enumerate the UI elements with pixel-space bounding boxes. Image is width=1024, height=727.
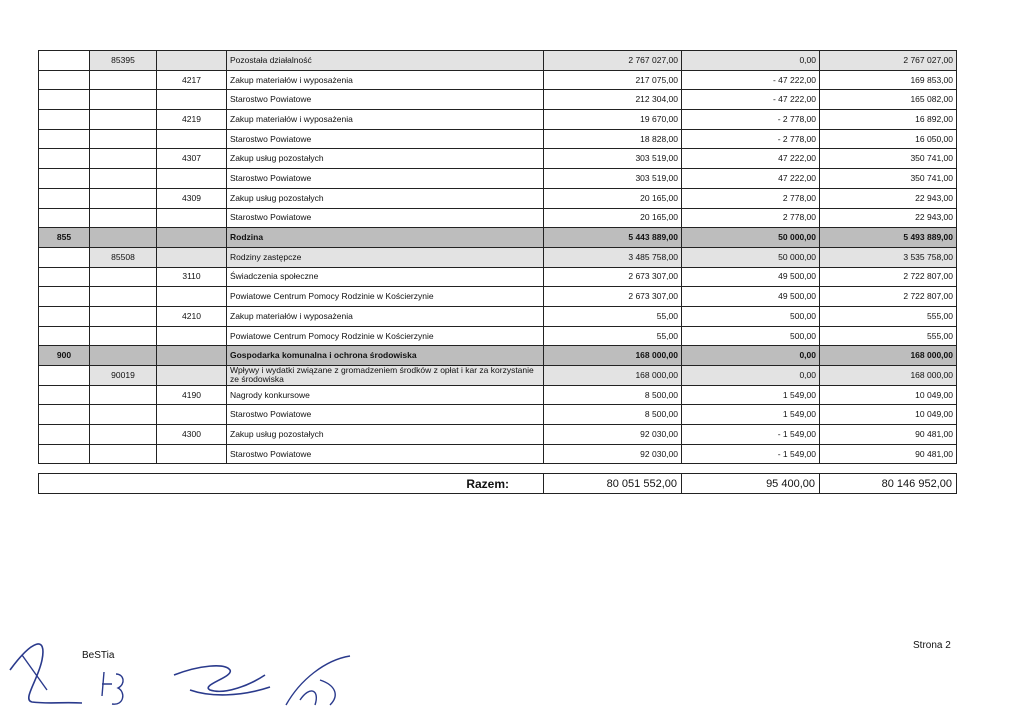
cell-paragraph: [157, 326, 227, 346]
table-row: [39, 267, 957, 287]
table-row: [39, 110, 957, 130]
cell-chapter: [90, 149, 157, 169]
cell-name: Nagrody konkursowe: [227, 385, 544, 405]
cell-name: Zakup materiałów i wyposażenia: [227, 306, 544, 326]
cell-plan: 8 500,00: [544, 405, 682, 425]
table-row: [39, 208, 957, 228]
cell-paragraph: [157, 247, 227, 267]
table-row: [39, 90, 957, 110]
budget-table-body: [39, 51, 957, 464]
cell-change: - 1 549,00: [682, 425, 820, 445]
cell-chapter: [90, 90, 157, 110]
cell-section: [39, 444, 90, 464]
cell-after-change: 90 481,00: [820, 425, 957, 445]
cell-name: Świadczenia społeczne: [227, 267, 544, 287]
cell-plan: 55,00: [544, 306, 682, 326]
cell-name: Starostwo Powiatowe: [227, 129, 544, 149]
cell-section: [39, 208, 90, 228]
cell-chapter: 90019: [90, 366, 157, 386]
cell-plan: 18 828,00: [544, 129, 682, 149]
table-row: [39, 169, 957, 189]
cell-change: - 47 222,00: [682, 90, 820, 110]
cell-plan: 3 485 758,00: [544, 247, 682, 267]
cell-chapter: [90, 129, 157, 149]
cell-after-change: 168 000,00: [820, 346, 957, 366]
cell-chapter: [90, 385, 157, 405]
cell-paragraph: 3110: [157, 267, 227, 287]
cell-name: Pozostała działalność: [227, 51, 544, 71]
cell-change: 50 000,00: [682, 247, 820, 267]
cell-name: Zakup usług pozostałych: [227, 425, 544, 445]
summary-label: Razem:: [39, 474, 544, 494]
cell-chapter: [90, 326, 157, 346]
page-number: Strona 2: [913, 640, 951, 651]
cell-chapter: [90, 110, 157, 130]
cell-name: Starostwo Powiatowe: [227, 208, 544, 228]
cell-paragraph: [157, 228, 227, 248]
table-row: [39, 228, 957, 248]
cell-paragraph: [157, 51, 227, 71]
cell-plan: 92 030,00: [544, 425, 682, 445]
cell-change: 1 549,00: [682, 385, 820, 405]
table-row: [39, 405, 957, 425]
table-row: [39, 70, 957, 90]
cell-name: Rodziny zastępcze: [227, 247, 544, 267]
cell-plan: 8 500,00: [544, 385, 682, 405]
cell-plan: 55,00: [544, 326, 682, 346]
cell-change: 47 222,00: [682, 149, 820, 169]
cell-after-change: 5 493 889,00: [820, 228, 957, 248]
cell-change: - 1 549,00: [682, 444, 820, 464]
cell-section: [39, 405, 90, 425]
table-row: [39, 188, 957, 208]
table-row: [39, 346, 957, 366]
cell-change: 50 000,00: [682, 228, 820, 248]
cell-name: Gospodarka komunalna i ochrona środowiska: [227, 346, 544, 366]
cell-change: - 2 778,00: [682, 110, 820, 130]
cell-after-change: 555,00: [820, 306, 957, 326]
table-row: [39, 149, 957, 169]
cell-chapter: [90, 346, 157, 366]
software-name: BeSTia: [82, 650, 115, 661]
cell-after-change: 165 082,00: [820, 90, 957, 110]
cell-plan: 212 304,00: [544, 90, 682, 110]
cell-chapter: [90, 444, 157, 464]
cell-name: Starostwo Powiatowe: [227, 405, 544, 425]
cell-change: 0,00: [682, 346, 820, 366]
cell-plan: 5 443 889,00: [544, 228, 682, 248]
cell-section: [39, 70, 90, 90]
cell-change: 0,00: [682, 366, 820, 386]
cell-after-change: 555,00: [820, 326, 957, 346]
cell-paragraph: [157, 366, 227, 386]
cell-paragraph: 4300: [157, 425, 227, 445]
cell-name: Rodzina: [227, 228, 544, 248]
cell-section: [39, 149, 90, 169]
cell-after-change: 3 535 758,00: [820, 247, 957, 267]
cell-paragraph: [157, 169, 227, 189]
table-row: [39, 366, 957, 386]
cell-section: [39, 366, 90, 386]
cell-chapter: [90, 425, 157, 445]
table-row: [39, 306, 957, 326]
cell-plan: 92 030,00: [544, 444, 682, 464]
cell-change: 47 222,00: [682, 169, 820, 189]
cell-after-change: 2 767 027,00: [820, 51, 957, 71]
cell-plan: 20 165,00: [544, 188, 682, 208]
cell-section: [39, 90, 90, 110]
table-row: [39, 51, 957, 71]
cell-name: Starostwo Powiatowe: [227, 444, 544, 464]
cell-after-change: 2 722 807,00: [820, 287, 957, 307]
cell-section: [39, 385, 90, 405]
cell-section: 855: [39, 228, 90, 248]
cell-plan: 2 673 307,00: [544, 267, 682, 287]
cell-after-change: 10 049,00: [820, 385, 957, 405]
cell-plan: 217 075,00: [544, 70, 682, 90]
cell-plan: 168 000,00: [544, 346, 682, 366]
cell-name: Powiatowe Centrum Pomocy Rodzinie w Kościerzynie: [227, 326, 544, 346]
cell-name: Zakup materiałów i wyposażenia: [227, 70, 544, 90]
cell-name: Zakup usług pozostałych: [227, 188, 544, 208]
cell-name: Starostwo Powiatowe: [227, 169, 544, 189]
cell-after-change: 169 853,00: [820, 70, 957, 90]
cell-name: Powiatowe Centrum Pomocy Rodzinie w Kościerzynie: [227, 287, 544, 307]
cell-section: [39, 267, 90, 287]
cell-after-change: 168 000,00: [820, 366, 957, 386]
cell-plan: 2 673 307,00: [544, 287, 682, 307]
cell-paragraph: [157, 129, 227, 149]
budget-table: [38, 50, 957, 464]
cell-chapter: 85508: [90, 247, 157, 267]
table-row: [39, 129, 957, 149]
cell-paragraph: [157, 90, 227, 110]
summary-after-change: 80 146 952,00: [820, 474, 957, 494]
cell-chapter: [90, 208, 157, 228]
cell-plan: 303 519,00: [544, 149, 682, 169]
cell-paragraph: 4219: [157, 110, 227, 130]
cell-chapter: [90, 287, 157, 307]
cell-change: 0,00: [682, 51, 820, 71]
cell-change: 2 778,00: [682, 208, 820, 228]
cell-chapter: [90, 306, 157, 326]
summary-change: 95 400,00: [682, 474, 820, 494]
cell-section: [39, 169, 90, 189]
cell-change: 49 500,00: [682, 287, 820, 307]
cell-section: [39, 110, 90, 130]
initials-mark: [96, 666, 136, 716]
summary-table: [38, 473, 957, 494]
cell-paragraph: [157, 405, 227, 425]
cell-plan: 19 670,00: [544, 110, 682, 130]
cell-name: Wpływy i wydatki związane z gromadzeniem środków z opłat i kar za korzystanie ze środowiska: [227, 366, 544, 386]
signature-3: [280, 650, 360, 715]
cell-change: 500,00: [682, 306, 820, 326]
cell-chapter: [90, 267, 157, 287]
cell-after-change: 22 943,00: [820, 188, 957, 208]
cell-change: 49 500,00: [682, 267, 820, 287]
cell-change: 1 549,00: [682, 405, 820, 425]
cell-change: - 47 222,00: [682, 70, 820, 90]
cell-section: [39, 287, 90, 307]
cell-plan: 303 519,00: [544, 169, 682, 189]
table-row: [39, 287, 957, 307]
cell-name: Zakup materiałów i wyposażenia: [227, 110, 544, 130]
cell-section: [39, 51, 90, 71]
cell-name: Starostwo Powiatowe: [227, 90, 544, 110]
cell-section: [39, 306, 90, 326]
cell-paragraph: 4307: [157, 149, 227, 169]
cell-chapter: 85395: [90, 51, 157, 71]
cell-after-change: 16 050,00: [820, 129, 957, 149]
cell-section: [39, 188, 90, 208]
cell-after-change: 16 892,00: [820, 110, 957, 130]
cell-after-change: 2 722 807,00: [820, 267, 957, 287]
table-row: [39, 385, 957, 405]
cell-section: [39, 326, 90, 346]
cell-paragraph: 4210: [157, 306, 227, 326]
table-row: [39, 247, 957, 267]
cell-name: Zakup usług pozostałych: [227, 149, 544, 169]
cell-chapter: [90, 228, 157, 248]
cell-after-change: 22 943,00: [820, 208, 957, 228]
cell-paragraph: [157, 444, 227, 464]
cell-after-change: 90 481,00: [820, 444, 957, 464]
table-row: [39, 326, 957, 346]
cell-plan: 168 000,00: [544, 366, 682, 386]
cell-change: 2 778,00: [682, 188, 820, 208]
cell-chapter: [90, 70, 157, 90]
cell-paragraph: 4217: [157, 70, 227, 90]
cell-chapter: [90, 405, 157, 425]
table-row: [39, 444, 957, 464]
cell-after-change: 350 741,00: [820, 169, 957, 189]
cell-change: - 2 778,00: [682, 129, 820, 149]
summary-row: [39, 474, 957, 494]
cell-paragraph: 4190: [157, 385, 227, 405]
summary-plan: 80 051 552,00: [544, 474, 682, 494]
cell-plan: 20 165,00: [544, 208, 682, 228]
cell-section: [39, 425, 90, 445]
cell-chapter: [90, 188, 157, 208]
cell-change: 500,00: [682, 326, 820, 346]
signature-2: [170, 655, 280, 705]
cell-after-change: 350 741,00: [820, 149, 957, 169]
cell-paragraph: [157, 208, 227, 228]
cell-after-change: 10 049,00: [820, 405, 957, 425]
signature-1: [2, 630, 102, 710]
cell-plan: 2 767 027,00: [544, 51, 682, 71]
table-row: [39, 425, 957, 445]
cell-paragraph: 4309: [157, 188, 227, 208]
cell-section: [39, 129, 90, 149]
cell-section: 900: [39, 346, 90, 366]
cell-paragraph: [157, 346, 227, 366]
cell-paragraph: [157, 287, 227, 307]
cell-chapter: [90, 169, 157, 189]
cell-section: [39, 247, 90, 267]
